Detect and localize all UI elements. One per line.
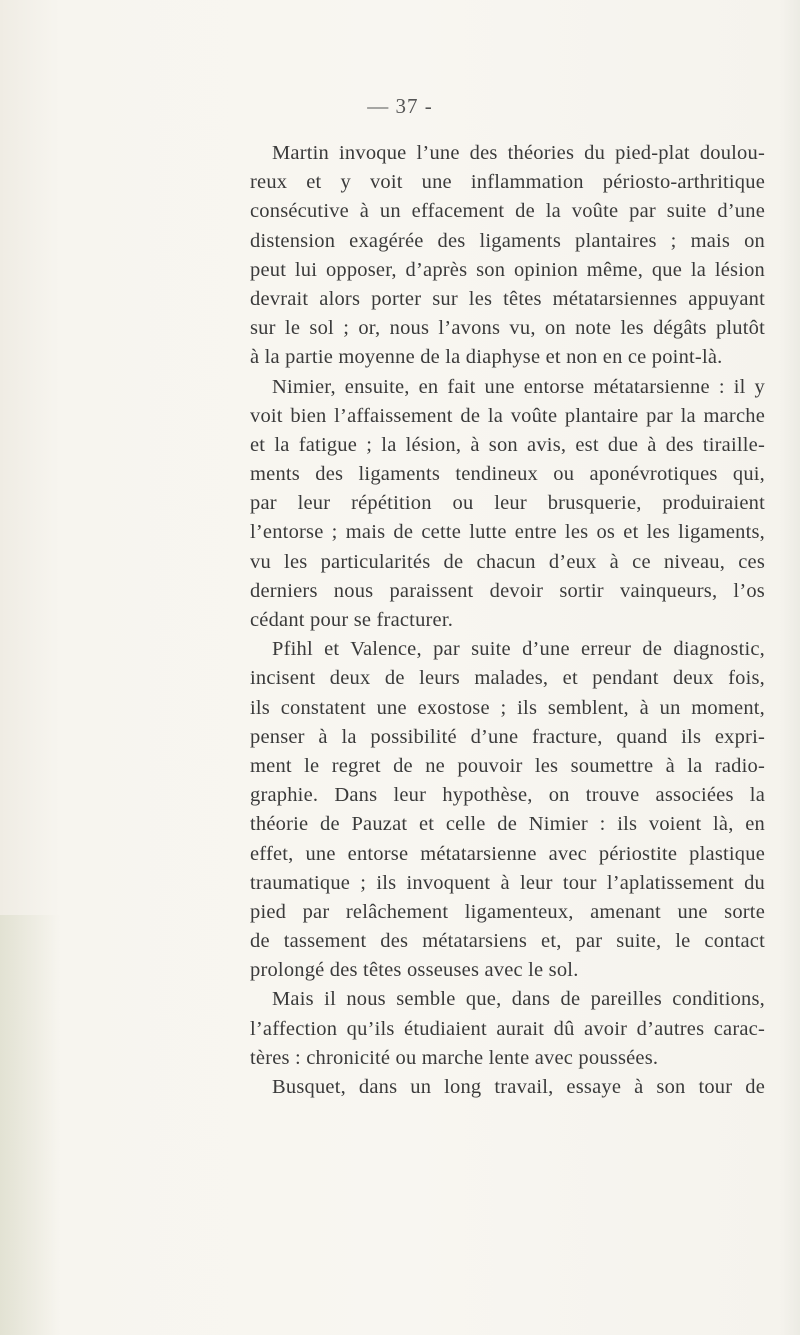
text-line: prolongé des têtes osseuses avec le sol. (250, 959, 579, 982)
text-line: tères : chronicité ou marche lente avec poussées. (250, 1046, 659, 1069)
text-line: effet, une entorse métatarsienne avec périostite plastique (250, 842, 765, 865)
text-line: et la fatigue ; la lésion, à son avis, est due à des tiraille- (250, 433, 765, 456)
page-stain (0, 915, 60, 1335)
text-line: voit bien l’affaissement de la voûte plantaire par la marche (250, 404, 765, 427)
text-line: penser à la possibilité d’une fracture, quand ils expri- (250, 725, 765, 748)
text-line: Nimier, ensuite, en fait une entorse métatarsienne : il y (272, 375, 765, 398)
text-line: ils constatent une exostose ; ils semblent, à un moment, (250, 696, 765, 719)
text-line: Martin invoque l’une des théories du pied-plat doulou- (272, 142, 765, 164)
text-line: consécutive à un effacement de la voûte par suite d’une (250, 200, 765, 223)
text-line: théorie de Pauzat et celle de Nimier : ils voient là, en (250, 813, 765, 836)
text-line: ment le regret de ne pouvoir les soumettre à la radio- (250, 754, 765, 777)
page-number: — 37 - (367, 94, 433, 118)
text-line: incisent deux de leurs malades, et pendant deux fois, (250, 667, 765, 690)
text-line: ments des ligaments tendineux ou aponévrotiques qui, (250, 463, 765, 486)
text-line: vu les particularités de chacun d’eux à ce niveau, ces (250, 550, 765, 573)
text-line: pied par relâchement ligamenteux, amenant une sorte (250, 900, 765, 923)
text-line: devrait alors porter sur les têtes métatarsiennes appuyant (250, 287, 765, 310)
text-line: distension exagérée des ligaments plantaires ; mais on (250, 229, 765, 252)
body-text (250, 139, 765, 1102)
text-line: graphie. Dans leur hypothèse, on trouve associées la (250, 784, 765, 807)
text-line: l’entorse ; mais de cette lutte entre les os et les ligaments, (250, 521, 765, 544)
text-line: cédant pour se fracturer. (250, 609, 454, 631)
text-line: à la partie moyenne de la diaphyse et non en ce point-là. (250, 346, 723, 369)
text-line: Mais il nous semble que, dans de pareilles conditions, (272, 988, 765, 1011)
text-line: derniers nous paraissent devoir sortir vainqueurs, l’os (250, 579, 765, 602)
text-line: reux et y voit une inflammation périosto-arthritique (250, 171, 765, 194)
text-line: Busquet, dans un long travail, essaye à son tour de (272, 1076, 765, 1098)
text-line: sur le sol ; or, nous l’avons vu, on note les dégâts plutôt (250, 317, 765, 340)
text-line: peut lui opposer, d’après son opinion même, que la lésion (250, 258, 765, 281)
text-line: par leur répétition ou leur brusquerie, produiraient (250, 492, 765, 515)
text-line: l’affection qu’ils étudiaient aurait dû avoir d’autres carac- (250, 1017, 765, 1040)
text-line: Pfihl et Valence, par suite d’une erreur de diagnostic, (272, 638, 765, 661)
text-line: de tassement des métatarsiens et, par suite, le contact (250, 930, 765, 953)
text-line: traumatique ; ils invoquent à leur tour l’aplatissement du (250, 871, 765, 894)
